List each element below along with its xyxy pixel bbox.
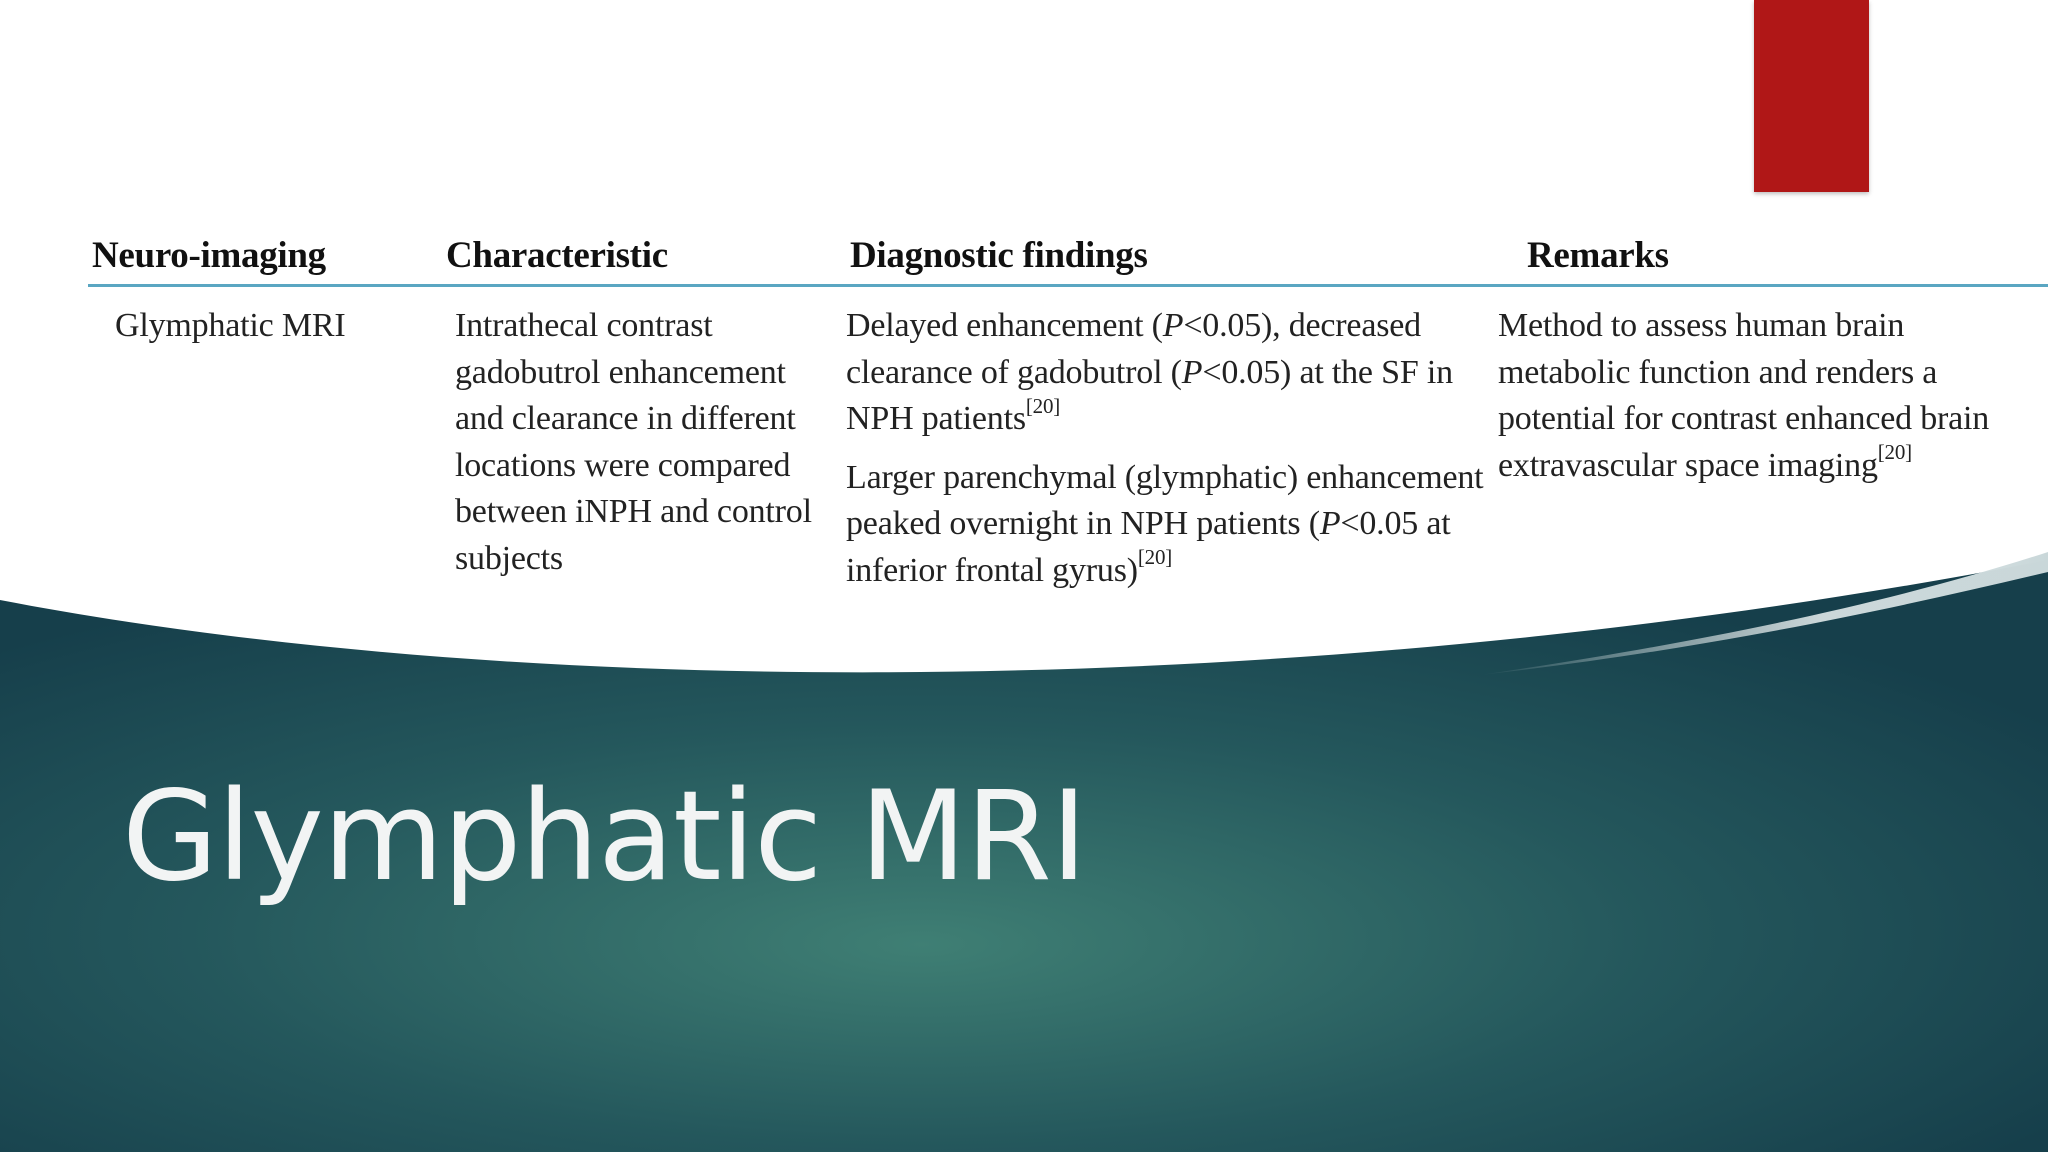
citation-ref: [20]	[1877, 440, 1912, 465]
header-characteristic: Characteristic	[446, 235, 668, 276]
table-header-rule	[88, 284, 2048, 287]
finding-2: Larger parenchymal (glymphatic) enhancement peaked overnight in NPH patients (P<0.05 at inferior frontal gyrus)[20]	[846, 458, 1484, 589]
cell-neuro-imaging: Glymphatic MRI	[115, 307, 346, 344]
header-remarks: Remarks	[1527, 235, 1669, 276]
cell-remarks: Method to assess human brain metabolic function and renders a potential for contrast enhanced brain extravascular space imaging[20]	[1498, 307, 1990, 484]
accent-bar	[1754, 0, 1869, 192]
slide-title: Glymphatic MRI	[122, 765, 1087, 909]
citation-ref: [20]	[1025, 393, 1061, 418]
header-neuro-imaging: Neuro-imaging	[92, 235, 326, 276]
header-diagnostic-findings: Diagnostic findings	[850, 235, 1148, 276]
finding-1: Delayed enhancement (P<0.05), decreased clearance of gadobutrol (P<0.05) at the SF in NPH patients[20]	[846, 307, 1453, 437]
citation-ref: [20]	[1137, 545, 1173, 570]
table-header-row	[0, 234, 2048, 284]
cell-characteristic: Intrathecal contrast gadobutrol enhancement and clearance in different locations were compared between iNPH and control subjects	[455, 307, 812, 577]
cell-diagnostic-findings	[846, 303, 1486, 594]
